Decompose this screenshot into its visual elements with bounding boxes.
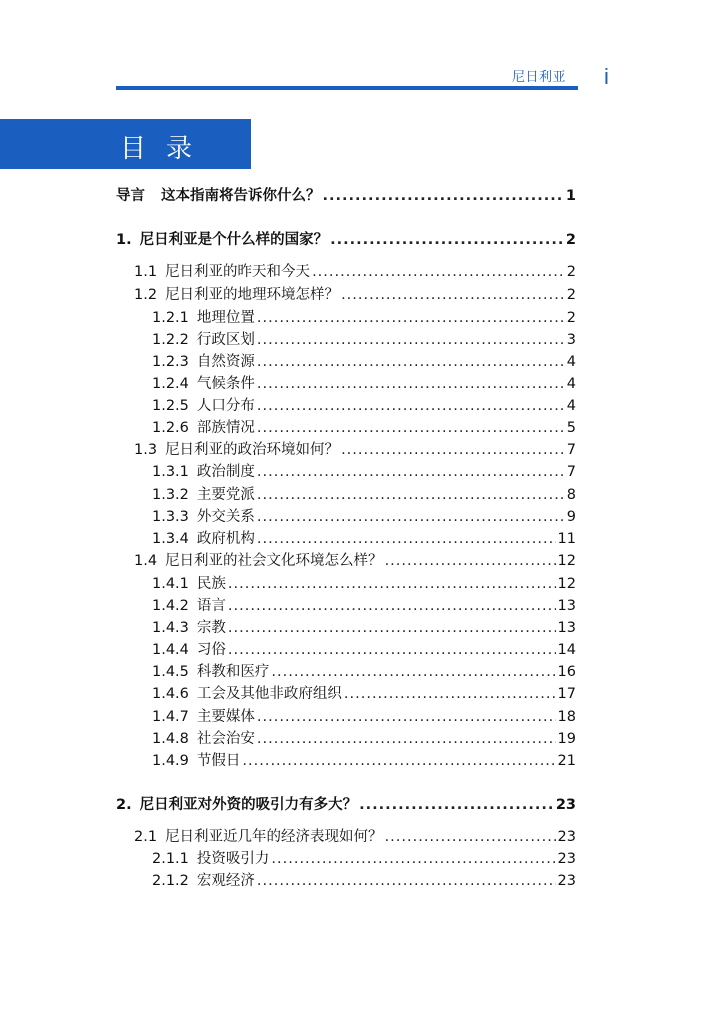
toc-entry-title: 尼日利亚的社会文化环境怎么样？ [165,553,383,569]
toc-entry-number: 1.4.9 [152,753,189,769]
toc-entry-number: 1.4.8 [152,731,189,747]
toc-entry[interactable] [152,849,576,869]
toc-leader-dots [228,596,556,616]
toc-entry-title: 地理位置 [196,310,255,326]
toc-entry-page: 1 [565,188,576,204]
toc-entry-page: 12 [557,576,576,592]
toc-entry-title: 工会及其他非政府组织 [196,686,342,702]
toc-entry-title: 人口分布 [196,398,255,414]
toc-entry-number: 1.2 [134,287,158,303]
toc-leader-dots [242,751,555,771]
toc-entry[interactable] [152,596,576,616]
toc-entry-title: 外交关系 [196,509,255,525]
toc-entry-title: 政府机构 [196,531,255,547]
toc-leader-dots [228,618,556,638]
toc-leader-dots [257,396,565,416]
toc-entry[interactable] [152,330,576,350]
toc-leader-dots [344,684,556,704]
toc-leader-dots [257,308,565,328]
toc-entry[interactable] [116,186,576,206]
toc-entry[interactable] [134,440,576,460]
toc-leader-dots [228,640,556,660]
toc-entry[interactable] [152,751,576,771]
toc-entry-number: 1.4.5 [152,664,189,680]
toc-entry[interactable] [134,551,576,571]
toc-entry-page: 19 [557,731,576,747]
page-title: 目录 [120,134,213,164]
toc-entry-page: 3 [566,332,576,348]
toc-entry-title: 宗教 [196,620,226,636]
toc-entry-page: 12 [557,553,576,569]
toc-leader-dots [385,827,556,847]
toc-entry-page: 2 [566,264,576,280]
toc-leader-dots [257,507,565,527]
toc-entry-page: 21 [557,753,576,769]
running-header: 尼日利亚 [512,70,567,85]
toc-leader-dots [257,352,565,372]
toc-entry-number: 1.3.2 [152,487,189,503]
toc-entry-page: 7 [566,464,576,480]
toc-leader-dots [341,285,565,305]
toc-entry-title: 政治制度 [196,464,255,480]
toc-entry-title: 民族 [196,576,226,592]
toc-entry-number: 1. [116,232,132,248]
toc-entry[interactable] [152,640,576,660]
toc-entry-page: 14 [557,642,576,658]
toc-entry-page: 2 [566,310,576,326]
toc-entry[interactable] [152,308,576,328]
toc-entry[interactable] [152,396,576,416]
toc-leader-dots [330,230,564,250]
toc-entry-number: 1.2.5 [152,398,189,414]
toc-leader-dots [257,418,565,438]
toc-entry[interactable] [152,507,576,527]
toc-leader-dots [323,186,564,206]
toc-entry-title: 行政区划 [196,332,255,348]
toc-entry[interactable] [152,871,576,891]
toc-entry-number: 1.2.4 [152,376,189,392]
toc-entry-page: 8 [566,487,576,503]
toc-entry[interactable] [152,352,576,372]
toc-entry-title: 尼日利亚对外资的吸引力有多大？ [139,797,358,813]
toc-entry[interactable] [152,485,576,505]
toc-entry-number: 1.4 [134,553,158,569]
toc-entry-number: 1.4.2 [152,598,189,614]
toc-leader-dots [228,574,556,594]
toc-entry[interactable] [152,418,576,438]
toc-entry-page: 17 [557,686,576,702]
toc-entry-number: 1.4.3 [152,620,189,636]
toc-entry[interactable] [134,285,576,305]
toc-entry-number: 2.1 [134,829,158,845]
toc-entry-title: 主要党派 [196,487,255,503]
toc-entry-title: 习俗 [196,642,226,658]
toc-entry-title: 语言 [196,598,226,614]
toc-entry-number: 1.4.4 [152,642,189,658]
toc-entry-number: 1.1 [134,264,158,280]
toc-entry-page: 2 [566,287,576,303]
toc-entry[interactable] [134,827,576,847]
toc-entry[interactable] [152,374,576,394]
toc-entry-title: 社会治安 [196,731,255,747]
toc-leader-dots [271,662,555,682]
toc-entry-title: 尼日利亚的地理环境怎样？ [165,287,340,303]
toc-leader-dots [341,440,565,460]
toc-entry-page: 23 [555,797,576,813]
toc-entry-title: 部族情况 [196,420,255,436]
toc-entry-page: 16 [557,664,576,680]
toc-leader-dots [257,729,556,749]
toc-entry-number: 1.3 [134,442,158,458]
toc-entry[interactable] [134,262,576,282]
toc-entry-page: 13 [557,598,576,614]
toc-entry[interactable] [152,729,576,749]
toc-entry-number: 1.2.3 [152,354,189,370]
toc-entry-page: 4 [566,354,576,370]
toc-entry-number: 2.1.2 [152,873,189,889]
toc-leader-dots [257,707,556,727]
toc-entry-number: 导言 [116,188,145,204]
toc-entry-number: 1.2.6 [152,420,189,436]
toc-entry-number: 2.1.1 [152,851,189,867]
toc-leader-dots [257,871,556,891]
toc-entry-page: 11 [557,531,576,547]
page-number: i [604,64,609,89]
toc-leader-dots [257,529,556,549]
toc-entry-title: 自然资源 [196,354,255,370]
toc-entry-page: 9 [566,509,576,525]
toc-leader-dots [257,330,565,350]
toc-entry-number: 1.4.6 [152,686,189,702]
toc-entry[interactable] [152,462,576,482]
toc-entry[interactable] [152,529,576,549]
toc-leader-dots [385,551,556,571]
toc-entry-title: 主要媒体 [196,709,255,725]
toc-leader-dots [359,795,554,815]
toc-entry[interactable] [152,574,576,594]
toc-entry-number: 1.3.3 [152,509,189,525]
toc-entry-page: 23 [557,829,576,845]
toc-entry-number: 1.3.1 [152,464,189,480]
toc-entry-number: 1.3.4 [152,531,189,547]
toc-entry-title: 气候条件 [196,376,255,392]
toc-entry-title: 这本指南将告诉你什么？ [161,188,321,204]
toc-entry[interactable] [116,230,576,250]
toc-entry-page: 23 [557,851,576,867]
toc-entry-number: 1.2.2 [152,332,189,348]
toc-leader-dots [271,849,555,869]
toc-entry-page: 18 [557,709,576,725]
toc-entry-title: 尼日利亚近几年的经济表现如何？ [165,829,383,845]
toc-entry-page: 7 [566,442,576,458]
toc-leader-dots [257,485,565,505]
toc-entry-title: 尼日利亚的政治环境如何？ [165,442,340,458]
toc-entry[interactable] [152,707,576,727]
toc-entry-title: 科教和医疗 [196,664,270,680]
toc-entry-page: 5 [566,420,576,436]
toc-entry-title: 尼日利亚的昨天和今天 [165,264,311,280]
toc-entry-number: 1.2.1 [152,310,189,326]
toc-entry-title: 宏观经济 [196,873,255,889]
toc-entry[interactable] [152,662,576,682]
toc-entry-title: 节假日 [196,753,241,769]
toc-leader-dots [257,374,565,394]
toc-entry-number: 1.4.1 [152,576,189,592]
toc-entry-page: 4 [566,376,576,392]
toc-entry-page: 2 [565,232,576,248]
toc-entry-page: 4 [566,398,576,414]
toc-entry[interactable] [152,684,576,704]
toc-entry-page: 13 [557,620,576,636]
toc-entry-title: 尼日利亚是个什么样的国家？ [139,232,329,248]
toc-entry-page: 23 [557,873,576,889]
header-rule [116,86,578,90]
toc-entry-title: 投资吸引力 [196,851,270,867]
toc-leader-dots [257,462,565,482]
toc-entry-number: 2. [116,797,132,813]
toc-entry[interactable] [152,618,576,638]
toc-entry[interactable] [116,795,576,815]
toc-leader-dots [312,262,565,282]
toc-entry-number: 1.4.7 [152,709,189,725]
